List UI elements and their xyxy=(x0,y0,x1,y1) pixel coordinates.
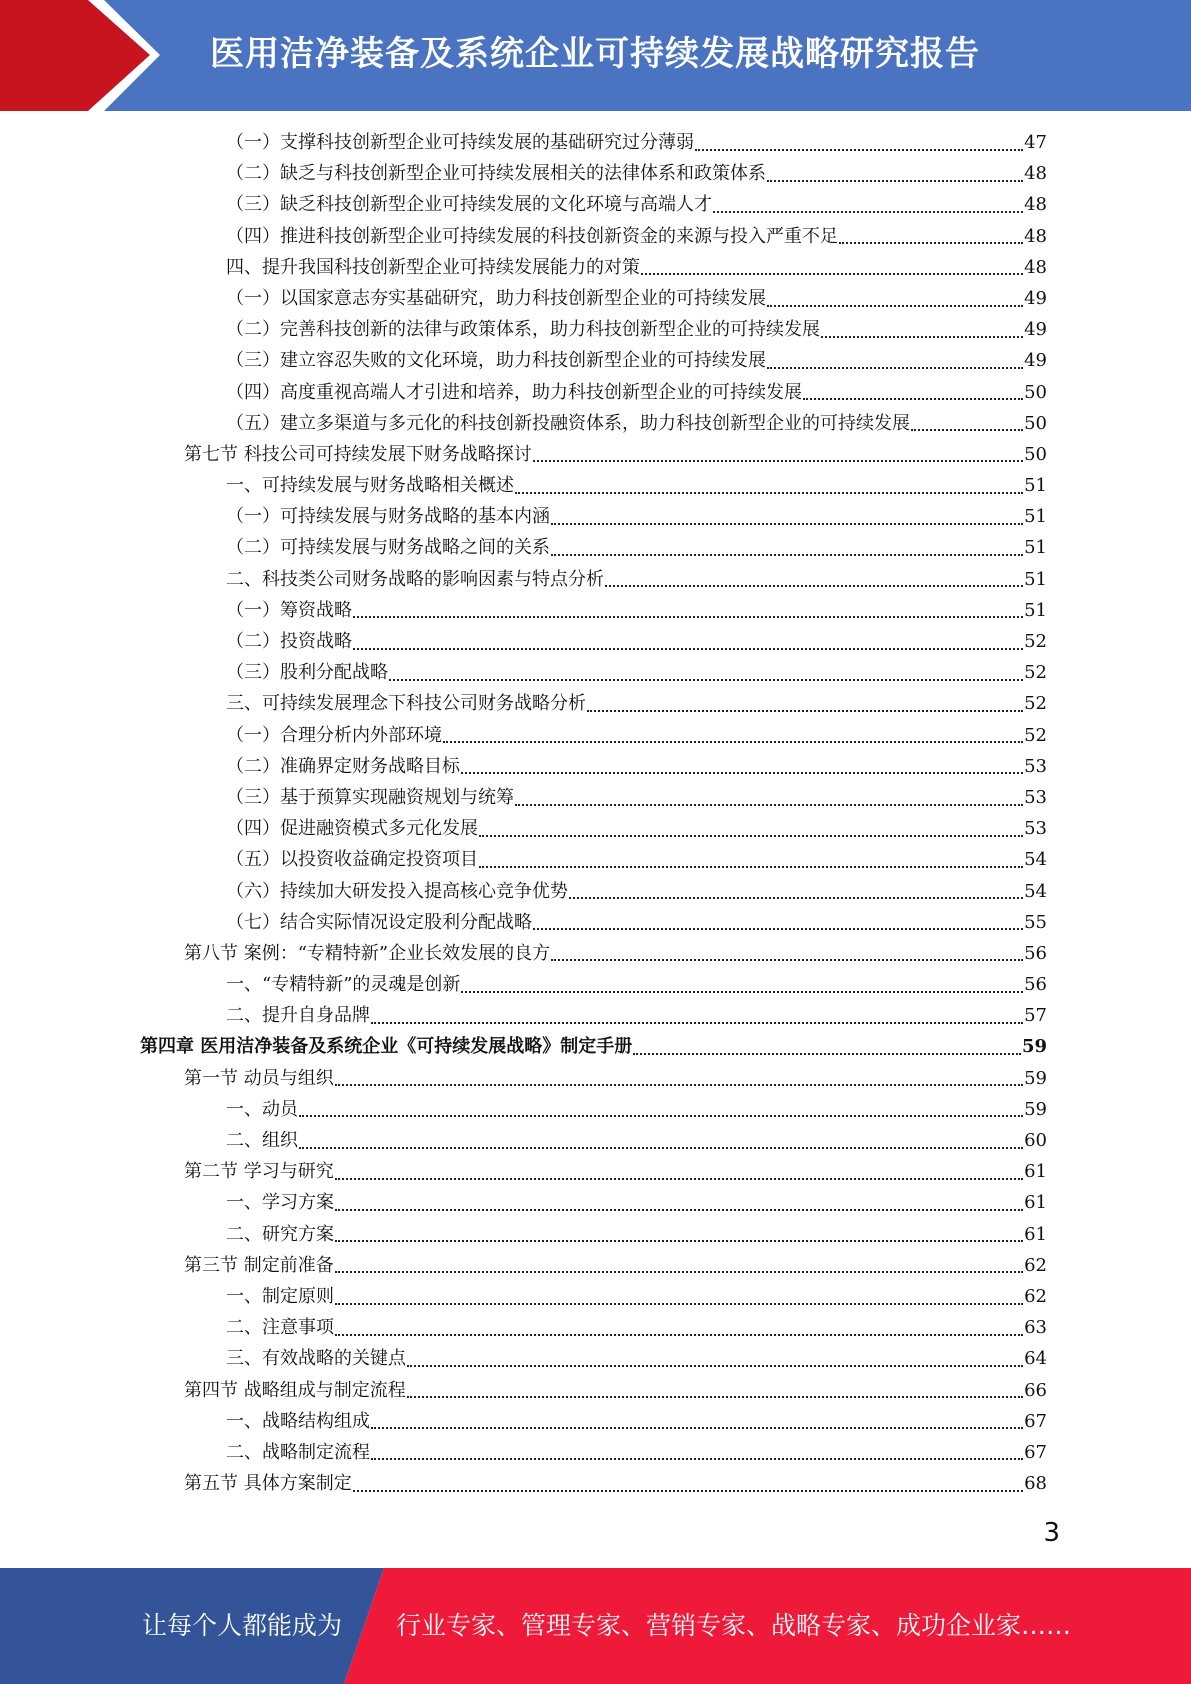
toc-entry-title: 第二节 学习与研究 xyxy=(184,1161,334,1183)
dot-leader xyxy=(479,866,1023,868)
toc-entry-page: 48 xyxy=(1024,194,1047,216)
toc-entry-title: （六）持续加大研发投入提高核心竞争优势 xyxy=(226,880,568,902)
dot-leader xyxy=(335,1178,1023,1180)
toc-entry[interactable] xyxy=(226,283,1047,314)
toc-entry[interactable] xyxy=(140,1031,1047,1062)
toc-entry-page: 63 xyxy=(1024,1317,1047,1339)
toc-entry-page: 51 xyxy=(1024,568,1047,590)
toc-entry[interactable] xyxy=(226,1406,1047,1437)
page-number: 3 xyxy=(1043,1518,1060,1548)
dot-leader xyxy=(335,1209,1023,1211)
toc-entry-title: 四、提升我国科技创新型企业可持续发展能力的对策 xyxy=(226,256,640,278)
dot-leader xyxy=(551,554,1023,556)
toc-entry-title: （二）可持续发展与财务战略之间的关系 xyxy=(226,537,550,559)
toc-entry-title: （二）缺乏与科技创新型企业可持续发展相关的法律体系和政策体系 xyxy=(226,163,766,185)
toc-entry-title: （三）基于预算实现融资规划与统筹 xyxy=(226,786,514,808)
dot-leader xyxy=(353,616,1023,618)
toc-entry-title: 第五节 具体方案制定 xyxy=(184,1473,352,1495)
dot-leader xyxy=(389,679,1023,681)
dot-leader xyxy=(767,180,1023,182)
toc-entry-title: 第一节 动员与组织 xyxy=(184,1067,334,1089)
toc-entry[interactable] xyxy=(226,532,1047,563)
toc-entry-page: 54 xyxy=(1024,849,1047,871)
dot-leader xyxy=(767,305,1023,307)
toc-entry[interactable] xyxy=(226,252,1047,283)
toc-entry-title: （一）合理分析内外部环境 xyxy=(226,724,442,746)
toc-entry[interactable] xyxy=(226,221,1047,252)
toc-entry-title: （五）建立多渠道与多元化的科技创新投融资体系，助力科技创新型企业的可持续发展 xyxy=(226,412,910,434)
dot-leader xyxy=(461,772,1023,774)
toc-entry-title: （二）准确界定财务战略目标 xyxy=(226,755,460,777)
toc-entry[interactable] xyxy=(226,626,1047,657)
dot-leader xyxy=(515,492,1023,494)
dot-leader xyxy=(803,398,1023,400)
dot-leader xyxy=(533,460,1023,462)
toc-entry-page: 50 xyxy=(1024,381,1047,403)
toc-entry-page: 61 xyxy=(1024,1223,1047,1245)
toc-entry-page: 53 xyxy=(1024,755,1047,777)
toc-entry-title: 二、组织 xyxy=(226,1130,298,1151)
dot-leader xyxy=(371,1022,1023,1024)
toc-entry-title: 二、研究方案 xyxy=(226,1223,334,1245)
page-header xyxy=(0,0,1191,111)
toc-entry[interactable] xyxy=(226,1343,1047,1374)
toc-entry-page: 50 xyxy=(1024,412,1047,434)
dot-leader xyxy=(821,336,1023,338)
toc-entry-title: （三）缺乏科技创新型企业可持续发展的文化环境与高端人才 xyxy=(226,194,712,216)
toc-entry[interactable] xyxy=(184,1063,1047,1094)
toc-entry-page: 56 xyxy=(1024,942,1047,964)
toc-entry[interactable] xyxy=(226,501,1047,532)
toc-entry-title: 二、科技类公司财务战略的影响因素与特点分析 xyxy=(226,568,604,590)
toc-entry-title: 第三节 制定前准备 xyxy=(184,1254,334,1276)
toc-entry-page: 51 xyxy=(1024,537,1047,559)
toc-entry-page: 48 xyxy=(1024,256,1047,278)
toc-entry-title: 一、制定原则 xyxy=(226,1285,334,1307)
toc-entry-title: 二、战略制定流程 xyxy=(226,1441,370,1463)
toc-entry[interactable] xyxy=(226,813,1047,844)
toc-entry[interactable] xyxy=(226,1312,1047,1343)
toc-entry[interactable] xyxy=(226,876,1047,907)
toc-entry-title: （四）高度重视高端人才引进和培养，助力科技创新型企业的可持续发展 xyxy=(226,381,802,403)
toc-entry[interactable] xyxy=(226,314,1047,345)
toc-entry[interactable] xyxy=(226,470,1047,501)
toc-entry[interactable] xyxy=(184,1468,1047,1499)
toc-entry-page: 68 xyxy=(1024,1473,1047,1495)
toc-entry-title: 三、有效战略的关键点 xyxy=(226,1348,406,1370)
toc-entry[interactable] xyxy=(184,938,1047,969)
toc-entry[interactable] xyxy=(226,657,1047,688)
toc-entry-title: （三）股利分配战略 xyxy=(226,662,388,684)
toc-entry-page: 51 xyxy=(1024,506,1047,528)
document-title: 医用洁净装备及系统企业可持续发展战略研究报告 xyxy=(210,34,980,74)
toc-entry[interactable] xyxy=(226,782,1047,813)
dot-leader xyxy=(551,959,1023,961)
dot-leader xyxy=(407,1396,1023,1398)
toc-entry-title: （二）投资战略 xyxy=(226,631,352,652)
toc-entry[interactable] xyxy=(226,1125,1047,1156)
dot-leader xyxy=(839,242,1023,244)
toc-entry-page: 61 xyxy=(1024,1192,1047,1214)
dot-leader xyxy=(443,741,1023,743)
toc-entry[interactable] xyxy=(226,720,1047,751)
dot-leader xyxy=(335,1240,1023,1242)
dot-leader xyxy=(335,1303,1023,1305)
toc-entry-title: （一）支撑科技创新型企业可持续发展的基础研究过分薄弱 xyxy=(226,132,694,153)
toc-entry-title: 一、“专精特新”的灵魂是创新 xyxy=(226,974,461,996)
dot-leader xyxy=(695,149,1023,151)
toc-entry-page: 48 xyxy=(1024,163,1047,185)
toc-entry-page: 52 xyxy=(1024,724,1047,746)
dot-leader xyxy=(533,928,1023,930)
toc-entry-title: 一、动员 xyxy=(226,1098,298,1120)
dot-leader xyxy=(353,648,1023,650)
toc-entry-page: 50 xyxy=(1024,443,1047,465)
dot-leader xyxy=(605,585,1023,587)
dot-leader xyxy=(633,1053,1021,1055)
dot-leader xyxy=(569,897,1023,899)
toc-entry[interactable] xyxy=(226,1281,1047,1312)
toc-entry-title: 一、可持续发展与财务战略相关概述 xyxy=(226,475,514,497)
page-footer xyxy=(0,1568,1191,1684)
toc-entry[interactable] xyxy=(226,127,1047,158)
toc-entry-page: 61 xyxy=(1024,1161,1047,1183)
toc-entry-title: （三）建立容忍失败的文化环境，助力科技创新型企业的可持续发展 xyxy=(226,350,766,372)
dot-leader xyxy=(767,367,1023,369)
toc-entry-title: （七）结合实际情况设定股利分配战略 xyxy=(226,911,532,933)
toc-entry-page: 49 xyxy=(1024,287,1047,309)
dot-leader xyxy=(407,1365,1023,1367)
table-of-contents xyxy=(0,127,1191,1499)
dot-leader xyxy=(335,1334,1023,1336)
toc-entry-page: 57 xyxy=(1024,1005,1047,1027)
toc-entry-page: 62 xyxy=(1024,1254,1047,1276)
toc-entry-page: 59 xyxy=(1024,1067,1047,1089)
toc-entry-page: 52 xyxy=(1024,631,1047,652)
toc-entry-title: （五）以投资收益确定投资项目 xyxy=(226,849,478,871)
dot-leader xyxy=(713,211,1023,213)
toc-entry[interactable] xyxy=(226,1000,1047,1031)
toc-entry-page: 59 xyxy=(1021,1036,1047,1058)
dot-leader xyxy=(299,1147,1023,1149)
toc-entry-page: 67 xyxy=(1024,1410,1047,1432)
toc-entry-page: 49 xyxy=(1024,350,1047,372)
toc-entry-page: 56 xyxy=(1024,974,1047,996)
toc-entry-page: 59 xyxy=(1024,1098,1047,1120)
toc-entry-page: 49 xyxy=(1024,319,1047,341)
dot-leader xyxy=(461,991,1023,993)
toc-entry-title: 三、可持续发展理念下科技公司财务战略分析 xyxy=(226,693,586,715)
header-arrow-decoration xyxy=(0,0,160,111)
toc-entry[interactable] xyxy=(226,595,1047,626)
toc-entry-page: 47 xyxy=(1024,132,1047,153)
toc-entry-title: （一）筹资战略 xyxy=(226,599,352,621)
toc-entry[interactable] xyxy=(226,345,1047,376)
dot-leader xyxy=(353,1490,1023,1492)
dot-leader xyxy=(371,1427,1023,1429)
toc-entry-title: 第四章 医用洁净装备及系统企业《可持续发展战略》制定手册 xyxy=(140,1036,633,1058)
toc-entry-title: 二、注意事项 xyxy=(226,1317,334,1339)
toc-entry[interactable] xyxy=(226,907,1047,938)
toc-entry[interactable] xyxy=(226,564,1047,595)
toc-entry-title: 第七节 科技公司可持续发展下财务战略探讨 xyxy=(184,443,532,465)
toc-entry-title: 一、学习方案 xyxy=(226,1192,334,1214)
toc-entry[interactable] xyxy=(184,439,1047,470)
toc-entry-title: 二、提升自身品牌 xyxy=(226,1005,370,1027)
footer-slogan-right: 行业专家、管理专家、营销专家、战略专家、成功企业家…… xyxy=(396,1611,1072,1640)
toc-entry[interactable] xyxy=(226,1437,1047,1468)
dot-leader xyxy=(299,1115,1023,1117)
dot-leader xyxy=(335,1271,1023,1273)
toc-entry-title: （一）以国家意志夯实基础研究，助力科技创新型企业的可持续发展 xyxy=(226,287,766,309)
toc-entry[interactable] xyxy=(226,377,1047,408)
toc-entry[interactable] xyxy=(226,408,1047,439)
toc-entry-title: （四）推进科技创新型企业可持续发展的科技创新资金的来源与投入严重不足 xyxy=(226,225,838,247)
dot-leader xyxy=(515,804,1023,806)
toc-entry-page: 52 xyxy=(1024,662,1047,684)
toc-entry[interactable] xyxy=(184,1156,1047,1187)
dot-leader xyxy=(479,835,1023,837)
toc-entry[interactable] xyxy=(184,1250,1047,1281)
toc-entry-page: 55 xyxy=(1024,911,1047,933)
toc-entry[interactable] xyxy=(226,1094,1047,1125)
toc-entry[interactable] xyxy=(226,751,1047,782)
toc-entry[interactable] xyxy=(226,844,1047,875)
toc-entry-page: 67 xyxy=(1024,1441,1047,1463)
toc-entry-title: 第八节 案例：“专精特新”企业长效发展的良方 xyxy=(184,942,551,964)
toc-entry-title: （二）完善科技创新的法律与政策体系，助力科技创新型企业的可持续发展 xyxy=(226,319,820,341)
toc-entry-page: 53 xyxy=(1024,818,1047,840)
footer-slogan-left: 让每个人都能成为 xyxy=(142,1611,343,1640)
toc-entry-title: 第四节 战略组成与制定流程 xyxy=(184,1379,406,1401)
toc-entry[interactable] xyxy=(226,158,1047,189)
toc-entry-title: 一、战略结构组成 xyxy=(226,1410,370,1432)
toc-entry[interactable] xyxy=(226,189,1047,220)
toc-entry-page: 62 xyxy=(1024,1285,1047,1307)
toc-entry-title: （四）促进融资模式多元化发展 xyxy=(226,818,478,840)
toc-entry[interactable] xyxy=(184,1375,1047,1406)
toc-entry-page: 51 xyxy=(1024,475,1047,497)
toc-entry-page: 66 xyxy=(1024,1379,1047,1401)
toc-entry-page: 64 xyxy=(1024,1348,1047,1370)
toc-entry-page: 51 xyxy=(1024,599,1047,621)
toc-entry[interactable] xyxy=(226,1219,1047,1250)
toc-entry[interactable] xyxy=(226,1187,1047,1218)
toc-entry-title: （一）可持续发展与财务战略的基本内涵 xyxy=(226,506,550,528)
toc-entry-page: 54 xyxy=(1024,880,1047,902)
dot-leader xyxy=(335,1084,1023,1086)
toc-entry-page: 60 xyxy=(1024,1130,1047,1151)
toc-entry-page: 53 xyxy=(1024,786,1047,808)
toc-entry[interactable] xyxy=(226,969,1047,1000)
dot-leader xyxy=(641,273,1023,275)
toc-entry[interactable] xyxy=(226,688,1047,719)
toc-entry-page: 52 xyxy=(1024,693,1047,715)
dot-leader xyxy=(371,1458,1023,1460)
dot-leader xyxy=(551,523,1023,525)
dot-leader xyxy=(911,429,1023,431)
toc-entry-page: 48 xyxy=(1024,225,1047,247)
dot-leader xyxy=(587,710,1023,712)
